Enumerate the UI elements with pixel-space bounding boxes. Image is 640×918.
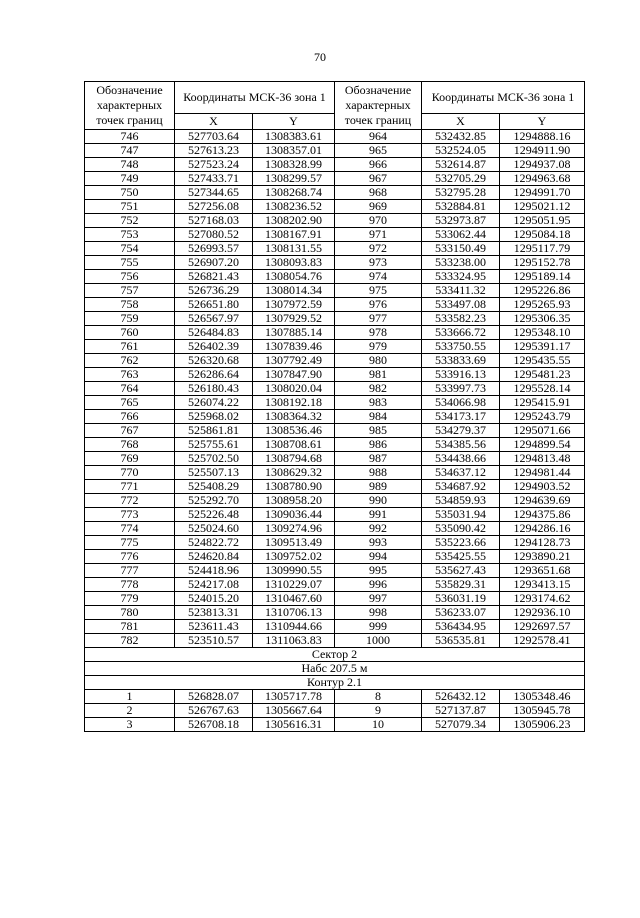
- point-id-cell: 965: [335, 144, 422, 158]
- y-value-cell: 1309513.49: [253, 536, 335, 550]
- y-value-cell: 1295084.18: [500, 228, 585, 242]
- table-row: [85, 550, 585, 564]
- x-value-cell: 533750.55: [422, 340, 500, 354]
- x-value-cell: 527433.71: [175, 172, 253, 186]
- table-row: [85, 494, 585, 508]
- y-value-cell: 1305717.78: [253, 690, 335, 704]
- point-id-cell: 776: [85, 550, 175, 564]
- table-row: [85, 312, 585, 326]
- table-row: [85, 382, 585, 396]
- sector-title: Сектор 2: [85, 648, 585, 662]
- y-value-cell: 1294963.68: [500, 172, 585, 186]
- y-value-cell: 1308236.52: [253, 200, 335, 214]
- point-id-cell: 753: [85, 228, 175, 242]
- point-id-cell: 763: [85, 368, 175, 382]
- x-value-cell: 533150.49: [422, 242, 500, 256]
- sector-section: [85, 648, 585, 690]
- point-id-cell: 756: [85, 270, 175, 284]
- y-value-cell: 1309036.44: [253, 508, 335, 522]
- point-id-cell: 757: [85, 284, 175, 298]
- x-value-cell: 533324.95: [422, 270, 500, 284]
- x-value-cell: 534859.93: [422, 494, 500, 508]
- table-row: [85, 368, 585, 382]
- y-value-cell: 1294981.44: [500, 466, 585, 480]
- point-id-cell: 978: [335, 326, 422, 340]
- y-value-cell: 1308364.32: [253, 410, 335, 424]
- y-value-cell: 1308054.76: [253, 270, 335, 284]
- y-value-cell: 1308093.83: [253, 256, 335, 270]
- y-value-cell: 1305906.23: [500, 718, 585, 732]
- table-row: [85, 326, 585, 340]
- y-value-cell: 1293651.68: [500, 564, 585, 578]
- x-value-cell: 527079.34: [422, 718, 500, 732]
- x-value-cell: 527137.87: [422, 704, 500, 718]
- y-value-cell: 1292697.57: [500, 620, 585, 634]
- x-value-cell: 534637.12: [422, 466, 500, 480]
- coordinates-table: [84, 81, 585, 732]
- contour-table-body: [85, 690, 585, 732]
- y-value-cell: 1311063.83: [253, 634, 335, 648]
- point-id-cell: 970: [335, 214, 422, 228]
- point-id-cell: 766: [85, 410, 175, 424]
- point-id-cell: 996: [335, 578, 422, 592]
- x-value-cell: 532884.81: [422, 200, 500, 214]
- point-id-cell: 770: [85, 466, 175, 480]
- point-id-cell: 746: [85, 130, 175, 144]
- table-row: [85, 242, 585, 256]
- table-row: [85, 396, 585, 410]
- table-row: [85, 410, 585, 424]
- x-value-cell: 525024.60: [175, 522, 253, 536]
- point-id-cell: 988: [335, 466, 422, 480]
- y-value-cell: 1295243.79: [500, 410, 585, 424]
- y-header: Y: [500, 114, 585, 130]
- point-id-cell: 3: [85, 718, 175, 732]
- table-row: [85, 270, 585, 284]
- table-row: [85, 228, 585, 242]
- table-row: [85, 284, 585, 298]
- point-id-cell: 782: [85, 634, 175, 648]
- y-value-cell: 1308536.46: [253, 424, 335, 438]
- x-value-cell: 532432.85: [422, 130, 500, 144]
- point-id-cell: 1: [85, 690, 175, 704]
- table-row: [85, 508, 585, 522]
- point-id-cell: 979: [335, 340, 422, 354]
- x-value-cell: 532795.28: [422, 186, 500, 200]
- point-id-cell: 778: [85, 578, 175, 592]
- x-value-cell: 536434.95: [422, 620, 500, 634]
- x-value-cell: 527344.65: [175, 186, 253, 200]
- table-row: [85, 158, 585, 172]
- point-id-cell: 999: [335, 620, 422, 634]
- table-row: [85, 690, 585, 704]
- table-header: [85, 82, 585, 130]
- point-id-cell: 974: [335, 270, 422, 284]
- y-value-cell: 1293413.15: [500, 578, 585, 592]
- y-value-cell: 1308020.04: [253, 382, 335, 396]
- table-row: [85, 620, 585, 634]
- y-value-cell: 1295348.10: [500, 326, 585, 340]
- point-id-cell: 752: [85, 214, 175, 228]
- x-value-cell: 534279.37: [422, 424, 500, 438]
- y-value-cell: 1293890.21: [500, 550, 585, 564]
- y-value-cell: 1294286.16: [500, 522, 585, 536]
- y-value-cell: 1292578.41: [500, 634, 585, 648]
- x-value-cell: 535031.94: [422, 508, 500, 522]
- table-row: [85, 466, 585, 480]
- point-id-cell: 765: [85, 396, 175, 410]
- x-value-cell: 533666.72: [422, 326, 500, 340]
- y-value-cell: 1307792.49: [253, 354, 335, 368]
- y-value-cell: 1308328.99: [253, 158, 335, 172]
- y-value-cell: 1308794.68: [253, 452, 335, 466]
- x-value-cell: 524822.72: [175, 536, 253, 550]
- y-value-cell: 1305348.46: [500, 690, 585, 704]
- point-id-cell: 995: [335, 564, 422, 578]
- y-value-cell: 1308357.01: [253, 144, 335, 158]
- x-value-cell: 536535.81: [422, 634, 500, 648]
- table-row: [85, 536, 585, 550]
- point-id-cell: 751: [85, 200, 175, 214]
- x-value-cell: 532973.87: [422, 214, 500, 228]
- table-row: [85, 592, 585, 606]
- table-row: [85, 564, 585, 578]
- y-value-cell: 1308629.32: [253, 466, 335, 480]
- point-id-cell: 983: [335, 396, 422, 410]
- table-row: [85, 354, 585, 368]
- y-value-cell: 1305945.78: [500, 704, 585, 718]
- x-value-cell: 526708.18: [175, 718, 253, 732]
- x-value-cell: 525292.70: [175, 494, 253, 508]
- point-id-cell: 968: [335, 186, 422, 200]
- point-label-header: Обозначение характерных точек границ: [335, 82, 422, 130]
- table-row: [85, 298, 585, 312]
- point-id-cell: 780: [85, 606, 175, 620]
- x-value-cell: 535425.55: [422, 550, 500, 564]
- x-value-cell: 532614.87: [422, 158, 500, 172]
- table-row: [85, 606, 585, 620]
- y-value-cell: 1295021.12: [500, 200, 585, 214]
- table-body: [85, 130, 585, 648]
- table-row: [85, 186, 585, 200]
- table-row: [85, 172, 585, 186]
- point-id-cell: 973: [335, 256, 422, 270]
- contour-title: Контур 2.1: [85, 676, 585, 690]
- table-row: [85, 214, 585, 228]
- table-row: [85, 424, 585, 438]
- x-value-cell: 524418.96: [175, 564, 253, 578]
- table-row: [85, 452, 585, 466]
- y-value-cell: 1308299.57: [253, 172, 335, 186]
- y-value-cell: 1305616.31: [253, 718, 335, 732]
- x-value-cell: 526651.80: [175, 298, 253, 312]
- y-value-cell: 1308780.90: [253, 480, 335, 494]
- y-value-cell: 1308014.34: [253, 284, 335, 298]
- point-id-cell: 997: [335, 592, 422, 606]
- point-id-cell: 993: [335, 536, 422, 550]
- point-id-cell: 758: [85, 298, 175, 312]
- point-id-cell: 964: [335, 130, 422, 144]
- table-row: [85, 480, 585, 494]
- x-value-cell: 524015.20: [175, 592, 253, 606]
- y-value-cell: 1309990.55: [253, 564, 335, 578]
- x-value-cell: 533582.23: [422, 312, 500, 326]
- x-value-cell: 523611.43: [175, 620, 253, 634]
- y-value-cell: 1307839.46: [253, 340, 335, 354]
- coords-group-header: Координаты МСК-36 зона 1: [175, 82, 335, 114]
- x-value-cell: 524620.84: [175, 550, 253, 564]
- point-id-cell: 967: [335, 172, 422, 186]
- point-id-cell: 754: [85, 242, 175, 256]
- y-value-cell: 1308167.91: [253, 228, 335, 242]
- x-value-cell: 534438.66: [422, 452, 500, 466]
- y-value-cell: 1294911.90: [500, 144, 585, 158]
- x-value-cell: 527703.64: [175, 130, 253, 144]
- x-value-cell: 533497.08: [422, 298, 500, 312]
- y-value-cell: 1307847.90: [253, 368, 335, 382]
- table-row: [85, 200, 585, 214]
- point-id-cell: 772: [85, 494, 175, 508]
- y-value-cell: 1295265.93: [500, 298, 585, 312]
- y-value-cell: 1308268.74: [253, 186, 335, 200]
- x-value-cell: 536233.07: [422, 606, 500, 620]
- y-value-cell: 1310706.13: [253, 606, 335, 620]
- x-value-cell: 523813.31: [175, 606, 253, 620]
- x-value-cell: 533916.13: [422, 368, 500, 382]
- point-id-cell: 969: [335, 200, 422, 214]
- point-id-cell: 768: [85, 438, 175, 452]
- point-id-cell: 750: [85, 186, 175, 200]
- table-row: [85, 578, 585, 592]
- y-value-cell: 1295415.91: [500, 396, 585, 410]
- x-value-cell: 525408.29: [175, 480, 253, 494]
- y-value-cell: 1295117.79: [500, 242, 585, 256]
- point-id-cell: 991: [335, 508, 422, 522]
- table-row: [85, 522, 585, 536]
- y-value-cell: 1294375.86: [500, 508, 585, 522]
- x-value-cell: 526821.43: [175, 270, 253, 284]
- x-value-cell: 533833.69: [422, 354, 500, 368]
- y-value-cell: 1295189.14: [500, 270, 585, 284]
- y-value-cell: 1308708.61: [253, 438, 335, 452]
- x-value-cell: 526767.63: [175, 704, 253, 718]
- table-row: [85, 634, 585, 648]
- y-value-cell: 1309752.02: [253, 550, 335, 564]
- x-value-cell: 535829.31: [422, 578, 500, 592]
- y-value-cell: 1294903.52: [500, 480, 585, 494]
- y-value-cell: 1307929.52: [253, 312, 335, 326]
- coords-group-header: Координаты МСК-36 зона 1: [422, 82, 585, 114]
- y-value-cell: 1308383.61: [253, 130, 335, 144]
- y-value-cell: 1294128.73: [500, 536, 585, 550]
- point-id-cell: 781: [85, 620, 175, 634]
- x-value-cell: 532524.05: [422, 144, 500, 158]
- y-value-cell: 1292936.10: [500, 606, 585, 620]
- y-value-cell: 1295435.55: [500, 354, 585, 368]
- point-id-cell: 985: [335, 424, 422, 438]
- point-id-cell: 8: [335, 690, 422, 704]
- x-value-cell: 526907.20: [175, 256, 253, 270]
- x-value-cell: 526567.97: [175, 312, 253, 326]
- table-row: [85, 256, 585, 270]
- y-value-cell: 1310467.60: [253, 592, 335, 606]
- x-value-cell: 533238.00: [422, 256, 500, 270]
- y-value-cell: 1307972.59: [253, 298, 335, 312]
- x-value-cell: 526484.83: [175, 326, 253, 340]
- page-number: 70: [314, 50, 326, 64]
- x-value-cell: 534173.17: [422, 410, 500, 424]
- y-value-cell: 1295152.78: [500, 256, 585, 270]
- point-id-cell: 971: [335, 228, 422, 242]
- y-value-cell: 1307885.14: [253, 326, 335, 340]
- y-value-cell: 1294888.16: [500, 130, 585, 144]
- x-value-cell: 525507.13: [175, 466, 253, 480]
- y-value-cell: 1308958.20: [253, 494, 335, 508]
- x-value-cell: 527523.24: [175, 158, 253, 172]
- point-id-cell: 998: [335, 606, 422, 620]
- point-id-cell: 747: [85, 144, 175, 158]
- x-value-cell: 526074.22: [175, 396, 253, 410]
- point-id-cell: 1000: [335, 634, 422, 648]
- x-value-cell: 532705.29: [422, 172, 500, 186]
- sector-height: Набс 207.5 м: [85, 662, 585, 676]
- point-id-cell: 981: [335, 368, 422, 382]
- y-value-cell: 1294899.54: [500, 438, 585, 452]
- x-value-cell: 525702.50: [175, 452, 253, 466]
- table-row: [85, 144, 585, 158]
- x-value-cell: 526993.57: [175, 242, 253, 256]
- point-id-cell: 990: [335, 494, 422, 508]
- point-id-cell: 764: [85, 382, 175, 396]
- point-id-cell: 762: [85, 354, 175, 368]
- x-value-cell: 535627.43: [422, 564, 500, 578]
- y-value-cell: 1295071.66: [500, 424, 585, 438]
- point-id-cell: 980: [335, 354, 422, 368]
- y-value-cell: 1309274.96: [253, 522, 335, 536]
- x-value-cell: 525226.48: [175, 508, 253, 522]
- x-value-cell: 523510.57: [175, 634, 253, 648]
- y-value-cell: 1295391.17: [500, 340, 585, 354]
- x-value-cell: 526320.68: [175, 354, 253, 368]
- point-id-cell: 986: [335, 438, 422, 452]
- point-id-cell: 966: [335, 158, 422, 172]
- x-value-cell: 526402.39: [175, 340, 253, 354]
- x-value-cell: 536031.19: [422, 592, 500, 606]
- y-value-cell: 1295051.95: [500, 214, 585, 228]
- y-value-cell: 1310229.07: [253, 578, 335, 592]
- x-value-cell: 524217.08: [175, 578, 253, 592]
- y-value-cell: 1308131.55: [253, 242, 335, 256]
- y-value-cell: 1308202.90: [253, 214, 335, 228]
- x-value-cell: 527256.08: [175, 200, 253, 214]
- point-id-cell: 984: [335, 410, 422, 424]
- point-id-cell: 982: [335, 382, 422, 396]
- x-value-cell: 534385.56: [422, 438, 500, 452]
- point-id-cell: 760: [85, 326, 175, 340]
- y-value-cell: 1294639.69: [500, 494, 585, 508]
- point-id-cell: 771: [85, 480, 175, 494]
- table-row: [85, 438, 585, 452]
- point-id-cell: 767: [85, 424, 175, 438]
- x-value-cell: 527613.23: [175, 144, 253, 158]
- table-row: [85, 704, 585, 718]
- point-id-cell: 994: [335, 550, 422, 564]
- y-value-cell: 1295226.86: [500, 284, 585, 298]
- point-id-cell: 10: [335, 718, 422, 732]
- table-row: [85, 130, 585, 144]
- x-value-cell: 527168.03: [175, 214, 253, 228]
- x-value-cell: 526286.64: [175, 368, 253, 382]
- y-value-cell: 1294937.08: [500, 158, 585, 172]
- y-value-cell: 1310944.66: [253, 620, 335, 634]
- point-id-cell: 761: [85, 340, 175, 354]
- table-row: [85, 718, 585, 732]
- table-row: [85, 340, 585, 354]
- x-value-cell: 526828.07: [175, 690, 253, 704]
- x-value-cell: 526180.43: [175, 382, 253, 396]
- point-id-cell: 759: [85, 312, 175, 326]
- y-value-cell: 1294813.48: [500, 452, 585, 466]
- point-id-cell: 775: [85, 536, 175, 550]
- point-id-cell: 972: [335, 242, 422, 256]
- point-id-cell: 975: [335, 284, 422, 298]
- x-value-cell: 534066.98: [422, 396, 500, 410]
- point-id-cell: 774: [85, 522, 175, 536]
- x-value-cell: 533411.32: [422, 284, 500, 298]
- x-value-cell: 525861.81: [175, 424, 253, 438]
- point-id-cell: 769: [85, 452, 175, 466]
- point-id-cell: 755: [85, 256, 175, 270]
- point-id-cell: 773: [85, 508, 175, 522]
- point-id-cell: 779: [85, 592, 175, 606]
- y-value-cell: 1308192.18: [253, 396, 335, 410]
- x-value-cell: 535223.66: [422, 536, 500, 550]
- y-value-cell: 1293174.62: [500, 592, 585, 606]
- x-value-cell: 534687.92: [422, 480, 500, 494]
- y-value-cell: 1294991.70: [500, 186, 585, 200]
- point-id-cell: 989: [335, 480, 422, 494]
- point-id-cell: 992: [335, 522, 422, 536]
- y-value-cell: 1295306.35: [500, 312, 585, 326]
- point-label-header: Обозначение характерных точек границ: [85, 82, 175, 130]
- x-value-cell: 525755.61: [175, 438, 253, 452]
- y-value-cell: 1305667.64: [253, 704, 335, 718]
- point-id-cell: 777: [85, 564, 175, 578]
- x-header: X: [422, 114, 500, 130]
- x-value-cell: 533062.44: [422, 228, 500, 242]
- x-value-cell: 525968.02: [175, 410, 253, 424]
- x-value-cell: 526432.12: [422, 690, 500, 704]
- point-id-cell: 748: [85, 158, 175, 172]
- point-id-cell: 987: [335, 452, 422, 466]
- point-id-cell: 977: [335, 312, 422, 326]
- point-id-cell: 2: [85, 704, 175, 718]
- point-id-cell: 9: [335, 704, 422, 718]
- point-id-cell: 976: [335, 298, 422, 312]
- x-header: X: [175, 114, 253, 130]
- x-value-cell: 527080.52: [175, 228, 253, 242]
- x-value-cell: 526736.29: [175, 284, 253, 298]
- x-value-cell: 533997.73: [422, 382, 500, 396]
- y-header: Y: [253, 114, 335, 130]
- point-id-cell: 749: [85, 172, 175, 186]
- y-value-cell: 1295481.23: [500, 368, 585, 382]
- y-value-cell: 1295528.14: [500, 382, 585, 396]
- x-value-cell: 535090.42: [422, 522, 500, 536]
